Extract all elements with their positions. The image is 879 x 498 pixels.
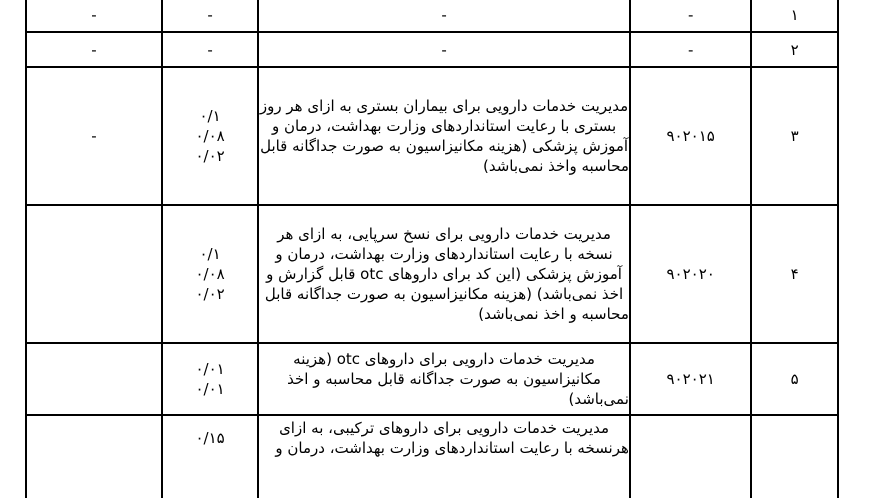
row-number-cell: ۲ [751,32,838,67]
table-row [26,0,838,32]
coefficient-cell [162,67,258,205]
code-cell: ۹۰۲۰۲۱ [630,343,751,415]
description-cell: مدیریت خدمات دارویی برای نسخ سرپایی، به ازای هر نسخه با رعایت استانداردهای وزارت بهداشت، درمان و آموزش پزشکی (این کد برای داروهای otc قابل گزارش و اخذ نمی‌باشد) (هزینه مکانیزاسیون به صورت جداگانه قابل محاسبه و اخذ نمی‌باشد) [258,205,630,343]
description-cell: مدیریت خدمات دارویی برای داروهای otc (هزینه مکانیزاسیون به صورت جداگانه قابل محاسبه و اخذ نمی‌باشد) [258,343,630,415]
row-number-cell: ۵ [751,343,838,415]
table-row [26,67,838,205]
coefficient-value: ۰/۰۱ [195,380,225,398]
extra-cell: - [26,32,162,67]
table-row [26,205,838,343]
row-number-cell: ۱ [751,0,838,32]
coefficient-value: ۰/۰۸ [195,265,225,283]
extra-cell: - [26,0,162,32]
coefficient-cell: - [162,0,258,32]
code-cell: - [630,32,751,67]
description-cell: - [258,32,630,67]
table-row [26,32,838,67]
coefficient-cell [162,343,258,415]
description-cell: - [258,0,630,32]
coefficient-value: ۰/۱ [199,107,221,125]
coefficient-value: ۰/۰۲ [195,285,225,303]
row-number-cell: ۴ [751,205,838,343]
code-cell: ۹۰۲۰۱۵ [630,67,751,205]
coefficient-value: ۰/۱ [199,245,221,263]
code-cell [630,415,751,498]
coefficient-cell [162,205,258,343]
extra-cell: - [26,67,162,205]
coefficient-cell: - [162,32,258,67]
row-number-cell [751,415,838,498]
extra-cell [26,415,162,498]
description-cell: مدیریت خدمات دارویی برای داروهای ترکیبی، به ازای هرنسخه با رعایت استانداردهای وزارت بهداشت، درمان و [258,415,630,498]
extra-cell [26,343,162,415]
coefficient-value: ۰/۰۸ [195,127,225,145]
coefficient-value: ۰/۰۲ [195,147,225,165]
coefficient-value: ۰/۰۱ [195,360,225,378]
table-row [26,343,838,415]
description-cell: مدیریت خدمات دارویی برای بیماران بستری به ازای هر روز بستری با رعایت استانداردهای وزارت بهداشت، درمان و آموزش پزشکی (هزینه مکانیزاسیون به صورت جداگانه قابل محاسبه واخذ نمی‌باشد) [258,67,630,205]
code-cell: ۹۰۲۰۲۰ [630,205,751,343]
row-number-cell: ۳ [751,67,838,205]
code-cell: - [630,0,751,32]
coefficient-value: ۰/۱۵ [195,429,225,447]
table-row [26,415,838,498]
extra-cell [26,205,162,343]
tariff-table [25,0,839,498]
coefficient-cell [162,415,258,498]
